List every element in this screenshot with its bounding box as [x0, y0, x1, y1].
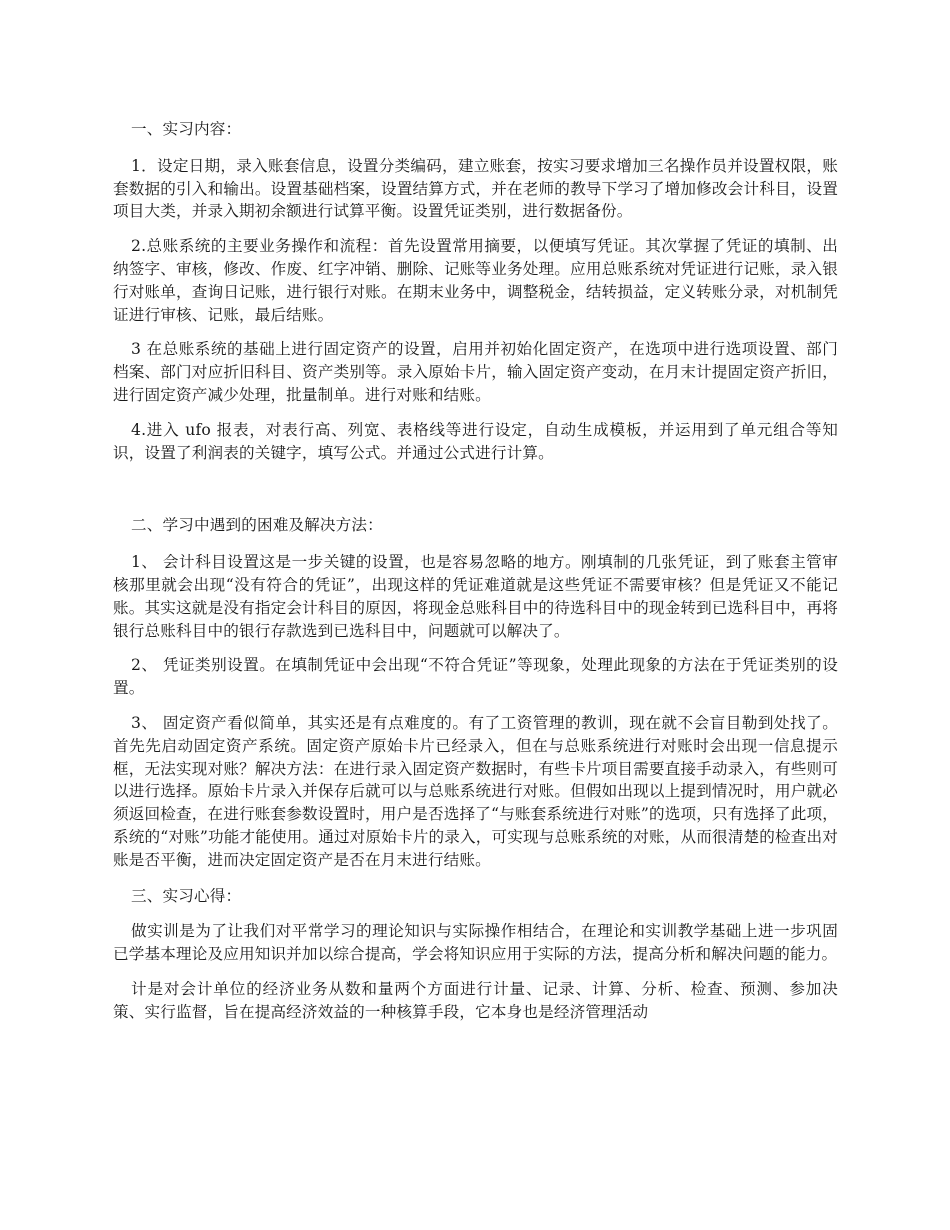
paragraph: 1．设定日期，录入账套信息，设置分类编码，建立账套，按实习要求增加三名操作员并设置权限，账套数据的引入和输出。设置基础档案，设置结算方式，并在老师的教导下学习了增加修改会计科目，设置项目大类，并录入期初余额进行试算平衡。设置凭证类别，进行数据备份。: [113, 156, 838, 221]
paragraph: 2.总账系统的主要业务操作和流程：首先设置常用摘要，以便填写凭证。其次掌握了凭证的填制、出纳签字、审核，修改、作废、红字冲销、删除、记账等业务处理。应用总账系统对凭证进行记账，录入银行对账单，查询日记账，进行银行对账。在期末业务中，调整税金，结转损益，定义转账分录，对机制凭证进行审核、记账，最后结账。: [113, 237, 838, 324]
paragraph: 做实训是为了让我们对平常学习的理论知识与实际操作相结合，在理论和实训教学基础上进一步巩固已学基本理论及应用知识并加以综合提高，学会将知识应用于实际的方法，提高分析和解决问题的能力。: [113, 922, 838, 964]
document-body: [113, 118, 838, 1024]
section-heading-experience: 三、实习心得：: [131, 886, 242, 905]
paragraph: 1、 会计科目设置这是一步关键的设置，也是容易忽略的地方。刚填制的几张凭证，到了账套主管审核那里就会出现“没有符合的凭证”，出现这样的凭证难道就是这些凭证不需要审核？但是凭证又不能记账。其实这就是没有指定会计科目的原因，将现金总账科目中的待选科目中的现金转到已选科目中，再将银行总账科目中的银行存款选到已选科目中，问题就可以解决了。: [113, 553, 838, 640]
section-heading-internship-content: 一、实习内容：: [131, 120, 242, 138]
paragraph: 3 在总账系统的基础上进行固定资产的设置，启用并初始化固定资产，在选项中进行选项设置、部门档案、部门对应折旧科目、资产类别等。录入原始卡片，输入固定资产变动，在月末计提固定资产折旧，进行固定资产减少处理，批量制单。进行对账和结账。: [113, 340, 838, 404]
paragraph: 2、 凭证类别设置。在填制凭证中会出现“不符合凭证”等现象，处理此现象的方法在于凭证类别的设置。: [113, 656, 838, 698]
paragraph: 3、 固定资产看似简单，其实还是有点难度的。有了工资管理的教训，现在就不会盲目勒到处找了。首先先启动固定资产系统。固定资产原始卡片已经录入，但在与总账系统进行对账时会出现一信息提示框，无法实现对账？解决方法：在进行录入固定资产数据时，有些卡片项目需要直接手动录入，有些则可以进行选择。原始卡片录入并保存后就可以与总账系统进行对账。但假如出现以上提到情况时，用户就必须返回检查，在进行账套参数设置时，用户是否选择了“与账套系统进行对账”的选项，只有选择了此项，系统的“对账”功能才能使用。通过对原始卡片的录入，可实现与总账系统的对账，从而很清楚的检查出对账是否平衡，进而决定固定资产是否在月末进行结账。: [113, 713, 838, 869]
paragraph: 4.进入 ufo 报表，对表行高、列宽、表格线等进行设定，自动生成模板，并运用到了单元组合等知识，设置了利润表的关键字，填写公式。并通过公式进行计算。: [113, 420, 838, 462]
paragraph: 计是对会计单位的经济业务从数和量两个方面进行计量、记录、计算、分析、检查、预测、参加决策、实行监督，旨在提高经济效益的一种核算手段，它本身也是经济管理活动: [113, 979, 838, 1021]
section-heading-difficulties: 二、学习中遇到的困难及解决方法：: [131, 516, 383, 535]
